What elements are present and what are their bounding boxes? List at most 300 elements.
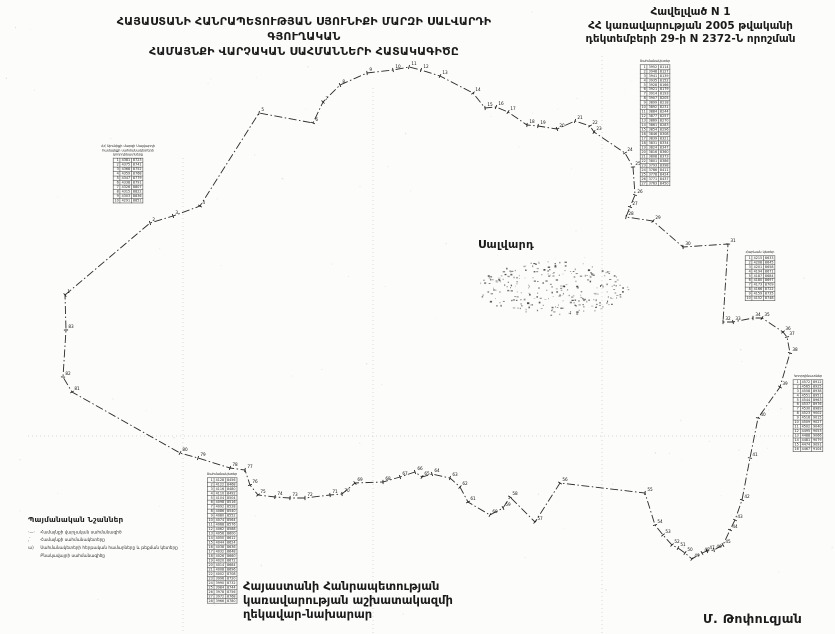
table-cell: 4551 (801, 393, 811, 398)
svg-text:52: 52 (674, 538, 680, 544)
svg-text:9: 9 (369, 66, 373, 72)
table-row (793, 393, 823, 397)
legend-title: Պայմանական Նշաններ (28, 516, 124, 525)
legend-items (28, 528, 207, 559)
table-cell: 3 (640, 73, 647, 77)
table-cell: 24 (208, 580, 213, 585)
table-cell: 8139 (659, 73, 669, 78)
table-cell: 3808 (648, 154, 658, 159)
svg-text:41: 41 (752, 451, 758, 457)
table-cell: 2 (207, 482, 214, 486)
svg-text:82: 82 (65, 370, 71, 376)
svg-text:3: 3 (175, 209, 179, 215)
legend (28, 516, 207, 560)
table-row (113, 176, 143, 180)
table-cell: 3948 (648, 69, 658, 74)
table-cell: 8791 (132, 180, 142, 185)
table-cell: 8780 (226, 598, 236, 603)
table-cell: 8 (793, 411, 800, 415)
table-row (113, 185, 143, 189)
table-cell: 1 (793, 380, 800, 384)
table-cell: 4092 (215, 504, 225, 509)
legend-symbol: ա) (28, 545, 34, 551)
table-row (640, 69, 670, 73)
table-cell: 11 (794, 424, 799, 429)
table-cell: 4104 (215, 495, 225, 500)
svg-text:20: 20 (559, 122, 565, 128)
table-cell: 8684 (764, 273, 774, 278)
table-cell: 3978 (215, 589, 225, 594)
table-cell: 8732 (226, 580, 236, 585)
table-cell: 4502 (801, 424, 811, 429)
table-row (793, 397, 823, 401)
table-row (113, 163, 143, 167)
svg-text:28: 28 (628, 210, 634, 216)
table-cell: 8334 (659, 140, 669, 145)
svg-text:72: 72 (307, 491, 313, 497)
table-cell: 4572 (801, 379, 811, 384)
svg-text:67: 67 (402, 470, 408, 476)
table-row (793, 384, 823, 388)
table-cell: 18 (208, 553, 213, 558)
table-cell: 8504 (226, 495, 236, 500)
table-row (207, 500, 237, 504)
svg-text:30: 30 (685, 240, 691, 246)
boundary-vertex-markers (61, 61, 798, 561)
table-row (745, 287, 775, 291)
svg-text:4: 4 (202, 199, 206, 205)
table-cell: 10 (794, 420, 799, 425)
page-title-line1: ՀԱՅԱՍՏԱՆԻ ՀԱՆՐԱՊԵՏՈՒԹՅԱՆ ՍՅՈՒՆԻՔԻ ՄԱՐԶԻ ՍԱԼՎԱՐԴԻ ԳՅՈՒՂԱԿԱՆ (116, 15, 492, 43)
table-cell: 26 (641, 176, 646, 181)
table-cell: 16 (208, 545, 213, 549)
table-cell: 22 (641, 158, 646, 163)
table-cell: 8411 (659, 167, 669, 172)
table-cell: 4516 (801, 415, 811, 420)
coordinate-table-grid (207, 477, 237, 603)
table-row (640, 150, 670, 154)
svg-text:48: 48 (704, 546, 710, 552)
svg-text:71: 71 (332, 488, 338, 494)
svg-text:7: 7 (325, 95, 329, 101)
table-cell: 8398 (659, 163, 669, 168)
table-cell: 28 (208, 598, 213, 603)
table-cell: 3892 (648, 105, 658, 110)
table-cell: 2 (640, 69, 647, 73)
svg-text:53: 53 (665, 528, 671, 534)
table-cell: 4201 (753, 264, 763, 269)
table-row (207, 549, 237, 553)
table-cell: 13 (641, 118, 646, 123)
table-cell: 12 (208, 527, 213, 532)
table-row (640, 82, 670, 86)
table-cell: 4558 (801, 388, 811, 393)
table-cell: 4166 (753, 287, 763, 292)
table-cell: 4056 (215, 531, 225, 536)
table-cell: 10 (114, 198, 119, 203)
svg-text:17: 17 (510, 105, 516, 111)
table-cell: 7 (207, 504, 214, 508)
table-cell: 8296 (659, 127, 669, 132)
table-cell: 6 (113, 180, 120, 184)
table-cell: 17 (208, 549, 213, 554)
page-title (88, 14, 520, 59)
table-row (113, 158, 143, 162)
table-row (207, 504, 237, 508)
page-title-line2: ՀԱՄԱՅՆՔԻ ՎԱՐՉԱԿԱՆ ՍԱՀՄԱՆՆԵՐԻ ՀԱՏԱԿԱԳԻԾԸ (148, 45, 459, 58)
svg-text:62: 62 (462, 480, 468, 486)
table-row (745, 264, 775, 268)
table-cell: 5 (113, 176, 120, 180)
svg-text:44: 44 (732, 523, 738, 529)
table-row (745, 260, 775, 264)
svg-text:81: 81 (74, 385, 80, 391)
table-row (640, 145, 670, 149)
svg-text:45: 45 (725, 538, 731, 544)
svg-text:75: 75 (260, 488, 266, 494)
table-cell: 4122 (215, 482, 225, 487)
table-row (793, 424, 823, 428)
table-cell: 8722 (764, 287, 774, 292)
table-cell: 27 (641, 181, 646, 186)
table-row (793, 438, 823, 442)
table-row (793, 433, 823, 437)
table-row (640, 109, 670, 113)
table-row (207, 567, 237, 571)
table-row (207, 554, 237, 558)
table-row (640, 136, 670, 140)
table-cell: 22 (208, 571, 213, 576)
table-cell: 8723 (132, 158, 142, 163)
coordinate-table-caption: Սահմանակետեր (206, 472, 238, 477)
table-cell: 8963 (812, 397, 822, 402)
table-cell: 3921 (648, 87, 658, 92)
table-row (640, 159, 670, 163)
table-cell: 4 (113, 171, 120, 175)
table-cell: 8456 (226, 477, 236, 482)
table-cell: 21 (208, 567, 213, 572)
table-cell: 8257 (659, 114, 669, 119)
table-cell: 4 (745, 269, 752, 273)
table-cell: 10 (208, 518, 213, 523)
table-cell: 8347 (659, 145, 669, 150)
table-cell: 7 (745, 282, 752, 286)
svg-text:10: 10 (395, 63, 401, 69)
table-row (207, 495, 237, 499)
table-row (640, 163, 670, 167)
table-cell: 4128 (215, 477, 225, 482)
table-cell: 3869 (648, 118, 658, 123)
table-cell: 12 (641, 114, 646, 119)
table-cell: 3786 (648, 167, 658, 172)
table-cell: 8283 (659, 123, 669, 127)
table-row (640, 105, 670, 109)
table-cell: 8437 (659, 176, 669, 181)
coordinate-table-caption: կոորդինատները (112, 152, 144, 157)
table-cell: 8218 (659, 100, 669, 105)
svg-text:31: 31 (730, 237, 736, 243)
table-row (640, 123, 670, 127)
legend-item-label: Բնակավայրի սահմանագիծը (40, 552, 106, 558)
table-row (207, 572, 237, 576)
table-row (640, 127, 670, 131)
table-cell: 18 (641, 140, 646, 145)
svg-text:16: 16 (498, 100, 504, 106)
table-cell: 24 (641, 167, 646, 172)
legend-item-label: Համայնքի սահմանակետերը (40, 537, 105, 543)
table-row (207, 531, 237, 535)
table-cell: 4032 (215, 549, 225, 554)
table-cell: 4080 (215, 513, 225, 518)
svg-text:77: 77 (247, 463, 253, 469)
table-row (793, 402, 823, 406)
table-cell: 8768 (226, 594, 236, 599)
table-row (113, 194, 143, 198)
table-row (640, 114, 670, 118)
table-row (745, 273, 775, 277)
table-row (640, 96, 670, 100)
coordinate-table-caption: ՀՀ Սյունիքի մարզի Սալվարդի (101, 144, 155, 149)
svg-text:80: 80 (182, 446, 188, 452)
table-cell: 4326 (121, 185, 131, 190)
table-row (207, 585, 237, 589)
table-row (640, 172, 670, 176)
table-cell: 8624 (226, 540, 236, 545)
table-cell: 3763 (648, 181, 658, 186)
table-row (793, 415, 823, 419)
table-cell: 9 (793, 415, 800, 419)
table-cell: 9 (113, 194, 120, 198)
table-row (207, 522, 237, 526)
table-cell: 2 (793, 384, 800, 388)
table-cell: 8851 (132, 198, 142, 203)
svg-text:76: 76 (252, 478, 258, 484)
svg-text:68: 68 (385, 475, 391, 481)
table-cell: 8768 (132, 171, 142, 176)
table-row (207, 576, 237, 580)
annex-line3: դեկտեմբերի 29-ի N 2372-Ն որոշման (585, 33, 796, 45)
table-cell: 4014 (215, 562, 225, 567)
table-cell: 9091 (812, 442, 822, 447)
table-cell: 4375 (121, 162, 131, 167)
svg-text:64: 64 (434, 467, 440, 473)
table-row (793, 420, 823, 424)
table-cell: 4062 (215, 527, 225, 532)
table-cell: 8270 (659, 118, 669, 123)
table-cell: 8697 (764, 278, 774, 283)
table-cell: 8564 (226, 518, 236, 523)
table-cell: 9104 (812, 447, 822, 451)
table-row (207, 518, 237, 522)
table-cell: 9040 (812, 424, 822, 429)
table-cell: 7 (793, 406, 800, 410)
table-cell: 8152 (659, 78, 669, 83)
table-cell: 11 (641, 109, 646, 114)
table-cell: 6 (745, 278, 752, 282)
table-cell: 9002 (812, 411, 822, 416)
officials-line3: ղեկավար-նախարար (243, 607, 373, 621)
table-cell: 8660 (226, 553, 236, 558)
table-cell: 20 (641, 149, 646, 154)
village-footprint (480, 262, 629, 316)
table-cell: 8925 (812, 384, 822, 389)
svg-text:32: 32 (725, 315, 731, 321)
table-cell: 14 (208, 536, 213, 540)
svg-text:11: 11 (411, 60, 417, 66)
officials-line2: կառավարության աշխատակազմի (243, 593, 453, 607)
table-cell: 4110 (215, 491, 225, 496)
table-cell: 3816 (648, 149, 658, 154)
svg-text:1: 1 (67, 288, 71, 294)
table-cell: 11 (208, 522, 213, 527)
table-cell: 4215 (753, 255, 763, 260)
table-cell: 8645 (764, 260, 774, 265)
coordinate-table-grid (793, 379, 823, 451)
table-row (640, 65, 670, 69)
table-cell: 3839 (648, 136, 658, 141)
table-cell: 8244 (659, 109, 669, 114)
svg-text:6: 6 (315, 116, 319, 122)
table-row (745, 278, 775, 282)
svg-text:63: 63 (452, 471, 458, 477)
svg-text:61: 61 (470, 495, 476, 501)
coordinate-table-caption: համայնքի սահմանակետերի (102, 148, 154, 153)
table-cell: 8528 (226, 504, 236, 509)
table-cell: 4208 (753, 260, 763, 265)
legend-item (28, 536, 207, 544)
table-cell: 3966 (215, 598, 225, 603)
table-cell: 3831 (648, 140, 658, 145)
table-cell: 8576 (226, 522, 236, 527)
table-cell: 8912 (812, 379, 822, 384)
table-cell: 3884 (648, 109, 658, 114)
table-cell: 4474 (801, 442, 811, 447)
table-row (793, 447, 823, 451)
table-cell: 2 (113, 163, 120, 167)
table-row (640, 87, 670, 91)
table-cell: 5 (745, 273, 752, 277)
table-cell: 12 (794, 429, 799, 434)
table-cell: 8636 (226, 545, 236, 549)
table-cell: 4098 (215, 500, 225, 505)
table-cell: 9079 (812, 438, 822, 442)
table-cell: 8179 (659, 87, 669, 92)
coordinate-table-grid (113, 158, 143, 203)
table-cell: 3778 (648, 172, 658, 177)
table-cell: 5 (207, 495, 214, 499)
svg-text:55: 55 (647, 486, 653, 492)
table-cell: 4315 (121, 189, 131, 194)
table-cell: 4303 (121, 194, 131, 199)
table-cell: 8658 (764, 264, 774, 269)
svg-text:22: 22 (592, 119, 598, 125)
table-cell: 4173 (753, 282, 763, 287)
table-cell: 4152 (753, 296, 763, 301)
table-row (745, 296, 775, 300)
table-cell: 4530 (801, 406, 811, 411)
svg-text:46: 46 (716, 543, 722, 549)
table-cell: 4338 (121, 180, 131, 185)
legend-symbol: ,՝ (28, 537, 31, 543)
table-cell: 3771 (648, 176, 658, 181)
table-cell: 4038 (215, 545, 225, 549)
table-cell: 8424 (659, 172, 669, 177)
table-cell: 8752 (132, 167, 142, 172)
table-cell: 27 (208, 594, 213, 599)
table-cell: 8373 (659, 154, 669, 159)
svg-text:34: 34 (755, 311, 761, 317)
table-cell: 8552 (226, 513, 236, 518)
table-row (793, 442, 823, 446)
table-cell: 8516 (226, 500, 236, 505)
table-cell: 8951 (812, 393, 822, 398)
table-cell: 3928 (648, 82, 658, 87)
svg-text:57: 57 (537, 515, 543, 521)
table-cell: 4194 (753, 269, 763, 274)
officials-line1: Հայաստանի Հանրապետության (243, 579, 440, 593)
table-cell: 3854 (648, 127, 658, 132)
table-cell: 9 (640, 100, 647, 104)
table-cell: 8684 (226, 562, 236, 567)
table-row (207, 598, 237, 602)
table-cell: 3 (113, 167, 120, 171)
svg-text:83: 83 (68, 323, 74, 329)
table-cell: 3899 (648, 100, 658, 105)
table-cell: 8231 (659, 105, 669, 110)
svg-text:2: 2 (152, 216, 156, 222)
table-cell: 8166 (659, 82, 669, 87)
table-cell: 4 (793, 393, 800, 397)
svg-text:69: 69 (357, 476, 363, 482)
settlement-label: Սալվարդ (478, 238, 535, 251)
svg-text:58: 58 (512, 490, 518, 496)
svg-text:74: 74 (277, 490, 283, 496)
table-row (640, 73, 670, 77)
table-cell: 4495 (801, 429, 811, 434)
table-row (207, 563, 237, 567)
table-row (640, 181, 670, 185)
table-cell: 8468 (226, 482, 236, 487)
table-cell: 26 (208, 589, 213, 594)
table-cell: 3941 (648, 73, 658, 78)
table-cell: 8612 (226, 536, 236, 540)
svg-text:73: 73 (292, 491, 298, 497)
table-cell: 4523 (801, 411, 811, 416)
table-cell: 8360 (659, 149, 669, 154)
svg-text:13: 13 (442, 69, 448, 75)
svg-text:38: 38 (792, 346, 798, 352)
table-row (640, 100, 670, 104)
table-cell: 8735 (764, 291, 774, 296)
coordinate-table (785, 375, 831, 451)
svg-text:60: 60 (492, 508, 498, 514)
table-cell: 3 (793, 388, 800, 392)
svg-text:43: 43 (737, 513, 743, 519)
table-cell: 8976 (812, 402, 822, 407)
coordinate-table (636, 60, 674, 186)
svg-text:56: 56 (562, 476, 568, 482)
table-cell: 8720 (226, 576, 236, 581)
table-cell: 25 (641, 172, 646, 177)
table-row (207, 581, 237, 585)
svg-text:5: 5 (261, 106, 265, 112)
svg-text:8: 8 (342, 78, 346, 84)
table-row (113, 167, 143, 171)
table-cell: 8756 (226, 589, 236, 594)
svg-text:40: 40 (760, 411, 766, 417)
table-cell: 8671 (764, 269, 774, 274)
table-row (207, 594, 237, 598)
